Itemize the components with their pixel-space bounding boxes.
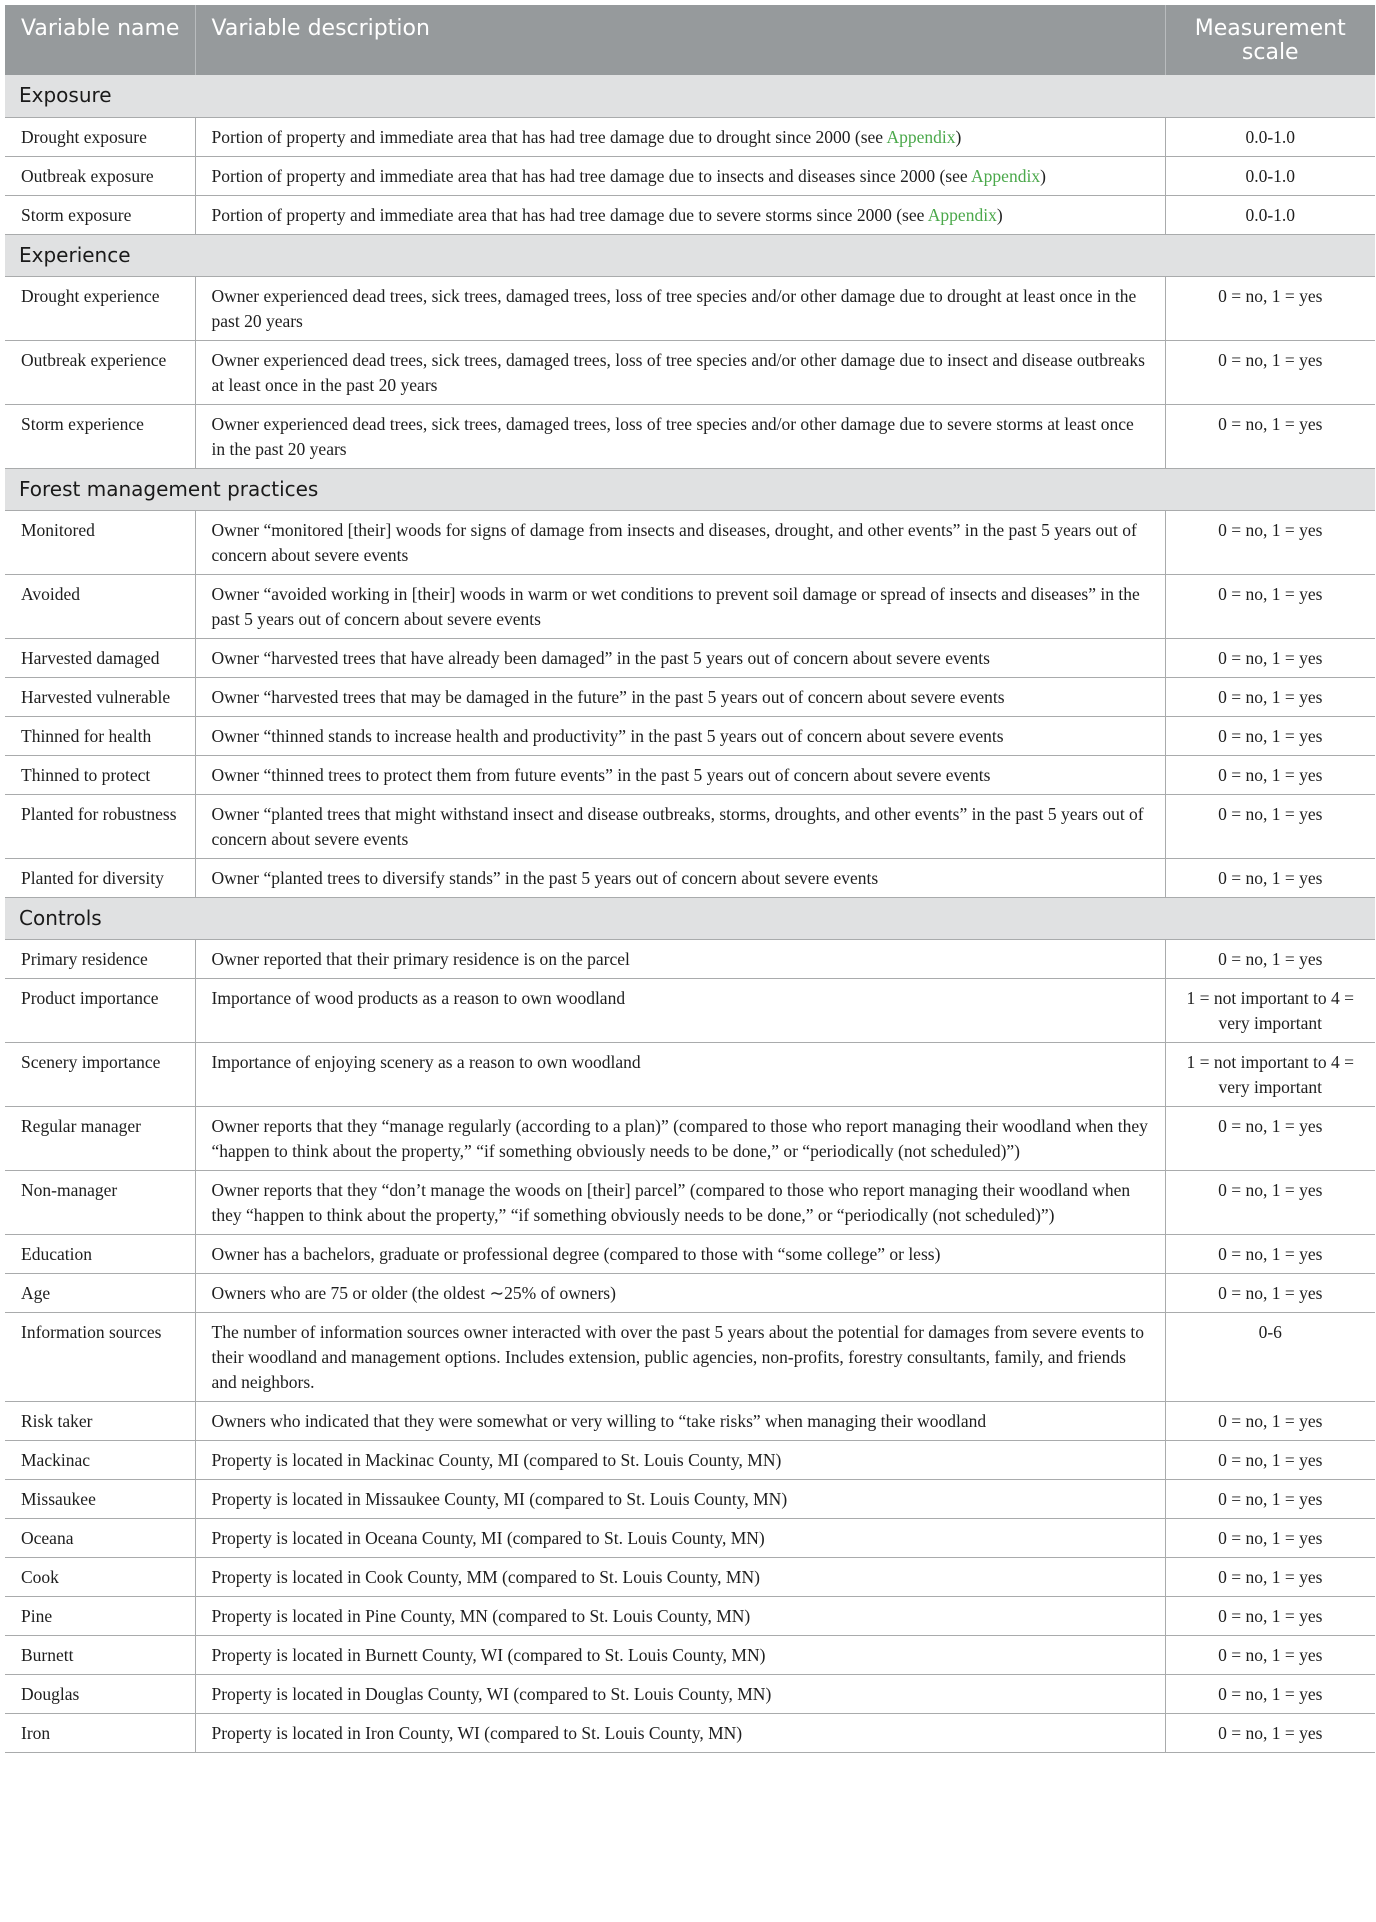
table-row — [5, 794, 1375, 858]
table-row — [5, 638, 1375, 677]
variable-name: Planted for robustness — [5, 794, 195, 858]
variable-name: Douglas — [5, 1674, 195, 1713]
section-title: Exposure — [5, 75, 1375, 117]
table-row — [5, 978, 1375, 1042]
table-row — [5, 939, 1375, 978]
description-text-end: ) — [1040, 165, 1046, 186]
variable-name: Regular manager — [5, 1106, 195, 1170]
measurement-scale: 0 = no, 1 = yes — [1165, 1234, 1375, 1273]
variable-name: Mackinac — [5, 1440, 195, 1479]
variable-description: Owner experienced dead trees, sick trees, damaged trees, loss of tree species and/or other damage due to severe storms at least once in the past 20 years — [195, 404, 1165, 468]
measurement-scale: 0 = no, 1 = yes — [1165, 716, 1375, 755]
table-row — [5, 1557, 1375, 1596]
variable-name: Primary residence — [5, 939, 195, 978]
variable-name: Harvested damaged — [5, 638, 195, 677]
table-row — [5, 1674, 1375, 1713]
table-row — [5, 1042, 1375, 1106]
measurement-scale: 0-6 — [1165, 1312, 1375, 1401]
section-title: Experience — [5, 234, 1375, 276]
variable-description: Owner “monitored [their] woods for signs of damage from insects and diseases, drought, and other events” in the past 5 years out of concern about severe events — [195, 510, 1165, 574]
table-row — [5, 1713, 1375, 1752]
table-row — [5, 404, 1375, 468]
variable-description: Importance of enjoying scenery as a reason to own woodland — [195, 1042, 1165, 1106]
variable-description: Owners who are 75 or older (the oldest ∼25% of owners) — [195, 1273, 1165, 1312]
measurement-scale: 0 = no, 1 = yes — [1165, 1674, 1375, 1713]
measurement-scale: 0 = no, 1 = yes — [1165, 1518, 1375, 1557]
measurement-scale: 0.0-1.0 — [1165, 195, 1375, 234]
variable-description: Owner experienced dead trees, sick trees, damaged trees, loss of tree species and/or other damage due to drought at least once in the past 20 years — [195, 276, 1165, 340]
variable-name: Burnett — [5, 1635, 195, 1674]
variable-description: Owner “thinned trees to protect them from future events” in the past 5 years out of concern about severe events — [195, 755, 1165, 794]
measurement-scale: 0 = no, 1 = yes — [1165, 939, 1375, 978]
header-measurement-scale: Measurement scale — [1165, 5, 1375, 75]
table-row — [5, 276, 1375, 340]
section-row — [5, 75, 1375, 117]
variable-name: Storm experience — [5, 404, 195, 468]
measurement-scale: 0 = no, 1 = yes — [1165, 1170, 1375, 1234]
variable-description: Importance of wood products as a reason to own woodland — [195, 978, 1165, 1042]
table-row — [5, 195, 1375, 234]
variable-description: Owner experienced dead trees, sick trees, damaged trees, loss of tree species and/or other damage due to insect and disease outbreaks at least once in the past 20 years — [195, 340, 1165, 404]
measurement-scale: 0 = no, 1 = yes — [1165, 1713, 1375, 1752]
appendix-link[interactable]: Appendix — [971, 165, 1041, 186]
table-row — [5, 510, 1375, 574]
variable-name: Iron — [5, 1713, 195, 1752]
table-row — [5, 340, 1375, 404]
measurement-scale: 0 = no, 1 = yes — [1165, 340, 1375, 404]
section-title: Controls — [5, 897, 1375, 939]
table-row — [5, 156, 1375, 195]
variable-name: Oceana — [5, 1518, 195, 1557]
section-row — [5, 234, 1375, 276]
variable-name: Product importance — [5, 978, 195, 1042]
measurement-scale: 0 = no, 1 = yes — [1165, 1479, 1375, 1518]
measurement-scale: 0 = no, 1 = yes — [1165, 1273, 1375, 1312]
measurement-scale: 0.0-1.0 — [1165, 117, 1375, 156]
measurement-scale: 0 = no, 1 = yes — [1165, 1557, 1375, 1596]
variable-description: Property is located in Mackinac County, MI (compared to St. Louis County, MN) — [195, 1440, 1165, 1479]
variable-name: Cook — [5, 1557, 195, 1596]
measurement-scale: 0 = no, 1 = yes — [1165, 638, 1375, 677]
section-row — [5, 897, 1375, 939]
measurement-scale: 0 = no, 1 = yes — [1165, 1106, 1375, 1170]
measurement-scale: 0 = no, 1 = yes — [1165, 510, 1375, 574]
measurement-scale: 0 = no, 1 = yes — [1165, 1440, 1375, 1479]
measurement-scale: 0 = no, 1 = yes — [1165, 755, 1375, 794]
table-row — [5, 1479, 1375, 1518]
variable-name: Monitored — [5, 510, 195, 574]
variable-description: Property is located in Cook County, MM (compared to St. Louis County, MN) — [195, 1557, 1165, 1596]
description-text: Portion of property and immediate area that has had tree damage due to insects and diseases since 2000 (see — [211, 165, 972, 186]
description-text: Portion of property and immediate area that has had tree damage due to severe storms since 2000 (see — [211, 204, 928, 225]
variable-description: Owner reported that their primary residence is on the parcel — [195, 939, 1165, 978]
variable-description: Property is located in Iron County, WI (compared to St. Louis County, MN) — [195, 1713, 1165, 1752]
appendix-link[interactable]: Appendix — [927, 204, 997, 225]
variable-description: Property is located in Burnett County, WI (compared to St. Louis County, MN) — [195, 1635, 1165, 1674]
variable-description: Owner reports that they “manage regularly (according to a plan)” (compared to those who report managing their woodland when they “happen to think about the property,” “if something obviously needs to be done,” or “periodically (not scheduled)”) — [195, 1106, 1165, 1170]
variable-description — [195, 156, 1165, 195]
description-text-end: ) — [996, 204, 1003, 225]
variable-description: The number of information sources owner interacted with over the past 5 years about the potential for damages from severe events to their woodland and management options. Includes extension, public agencies, non-profits, forestry consultants, family, and friends and neighbors. — [195, 1312, 1165, 1401]
table-row — [5, 677, 1375, 716]
variable-name: Harvested vulnerable — [5, 677, 195, 716]
variable-name: Age — [5, 1273, 195, 1312]
variable-description: Owner “thinned stands to increase health and productivity” in the past 5 years out of concern about severe events — [195, 716, 1165, 755]
table-row — [5, 1635, 1375, 1674]
measurement-scale: 0 = no, 1 = yes — [1165, 574, 1375, 638]
table-row — [5, 755, 1375, 794]
variable-description: Owner “planted trees to diversify stands” in the past 5 years out of concern about severe events — [195, 858, 1165, 897]
variable-description: Owner “harvested trees that have already been damaged” in the past 5 years out of concern about severe events — [195, 638, 1165, 677]
variable-description: Property is located in Oceana County, MI (compared to St. Louis County, MN) — [195, 1518, 1165, 1557]
table-row — [5, 716, 1375, 755]
variable-name: Non-manager — [5, 1170, 195, 1234]
variable-description: Property is located in Douglas County, WI (compared to St. Louis County, MN) — [195, 1674, 1165, 1713]
table-row — [5, 1312, 1375, 1401]
variable-description — [195, 117, 1165, 156]
table-row — [5, 1273, 1375, 1312]
variables-table — [5, 5, 1375, 1753]
table-row — [5, 1518, 1375, 1557]
description-text-end: ) — [955, 126, 962, 147]
variable-name: Thinned for health — [5, 716, 195, 755]
table-row — [5, 574, 1375, 638]
variable-description — [195, 195, 1165, 234]
variable-name: Outbreak experience — [5, 340, 195, 404]
table-row — [5, 858, 1375, 897]
measurement-scale: 0 = no, 1 = yes — [1165, 1596, 1375, 1635]
table-row — [5, 1170, 1375, 1234]
table-body — [5, 75, 1375, 1752]
variable-description: Owner “harvested trees that may be damaged in the future” in the past 5 years out of concern about severe events — [195, 677, 1165, 716]
variable-name: Thinned to protect — [5, 755, 195, 794]
table-row — [5, 1440, 1375, 1479]
variable-description: Property is located in Pine County, MN (compared to St. Louis County, MN) — [195, 1596, 1165, 1635]
variable-name: Planted for diversity — [5, 858, 195, 897]
section-title: Forest management practices — [5, 468, 1375, 510]
variable-name: Information sources — [5, 1312, 195, 1401]
measurement-scale: 0 = no, 1 = yes — [1165, 794, 1375, 858]
variable-name: Scenery importance — [5, 1042, 195, 1106]
table-row — [5, 1234, 1375, 1273]
variable-description: Owner “avoided working in [their] woods in warm or wet conditions to prevent soil damage or spread of insects and diseases” in the past 5 years out of concern about severe events — [195, 574, 1165, 638]
measurement-scale: 1 = not important to 4 = very important — [1165, 978, 1375, 1042]
header-variable-name: Variable name — [5, 5, 195, 75]
variable-name: Risk taker — [5, 1401, 195, 1440]
appendix-link[interactable]: Appendix — [886, 126, 956, 147]
variable-description: Property is located in Missaukee County, MI (compared to St. Louis County, MN) — [195, 1479, 1165, 1518]
variable-description: Owner has a bachelors, graduate or professional degree (compared to those with “some college” or less) — [195, 1234, 1165, 1273]
variable-description: Owner “planted trees that might withstand insect and disease outbreaks, storms, droughts, and other events” in the past 5 years out of concern about severe events — [195, 794, 1165, 858]
table-row — [5, 117, 1375, 156]
table-row — [5, 1401, 1375, 1440]
variable-name: Storm exposure — [5, 195, 195, 234]
measurement-scale: 0 = no, 1 = yes — [1165, 404, 1375, 468]
table-row — [5, 1106, 1375, 1170]
measurement-scale: 0 = no, 1 = yes — [1165, 858, 1375, 897]
measurement-scale: 0 = no, 1 = yes — [1165, 276, 1375, 340]
variable-name: Drought exposure — [5, 117, 195, 156]
variable-name: Outbreak exposure — [5, 156, 195, 195]
header-variable-description: Variable description — [195, 5, 1165, 75]
variable-name: Avoided — [5, 574, 195, 638]
measurement-scale: 0 = no, 1 = yes — [1165, 1401, 1375, 1440]
variable-name: Education — [5, 1234, 195, 1273]
variable-name: Missaukee — [5, 1479, 195, 1518]
measurement-scale: 0 = no, 1 = yes — [1165, 677, 1375, 716]
variable-name: Pine — [5, 1596, 195, 1635]
table-row — [5, 1596, 1375, 1635]
table-header — [5, 5, 1375, 75]
variable-description: Owners who indicated that they were somewhat or very willing to “take risks” when managing their woodland — [195, 1401, 1165, 1440]
section-row — [5, 468, 1375, 510]
measurement-scale: 1 = not important to 4 = very important — [1165, 1042, 1375, 1106]
variable-description: Owner reports that they “don’t manage the woods on [their] parcel” (compared to those who report managing their woodland when they “happen to think about the property,” “if something obviously needs to be done,” or “periodically (not scheduled)”) — [195, 1170, 1165, 1234]
description-text: Portion of property and immediate area that has had tree damage due to drought since 2000 (see — [211, 126, 887, 147]
measurement-scale: 0 = no, 1 = yes — [1165, 1635, 1375, 1674]
variable-name: Drought experience — [5, 276, 195, 340]
measurement-scale: 0.0-1.0 — [1165, 156, 1375, 195]
